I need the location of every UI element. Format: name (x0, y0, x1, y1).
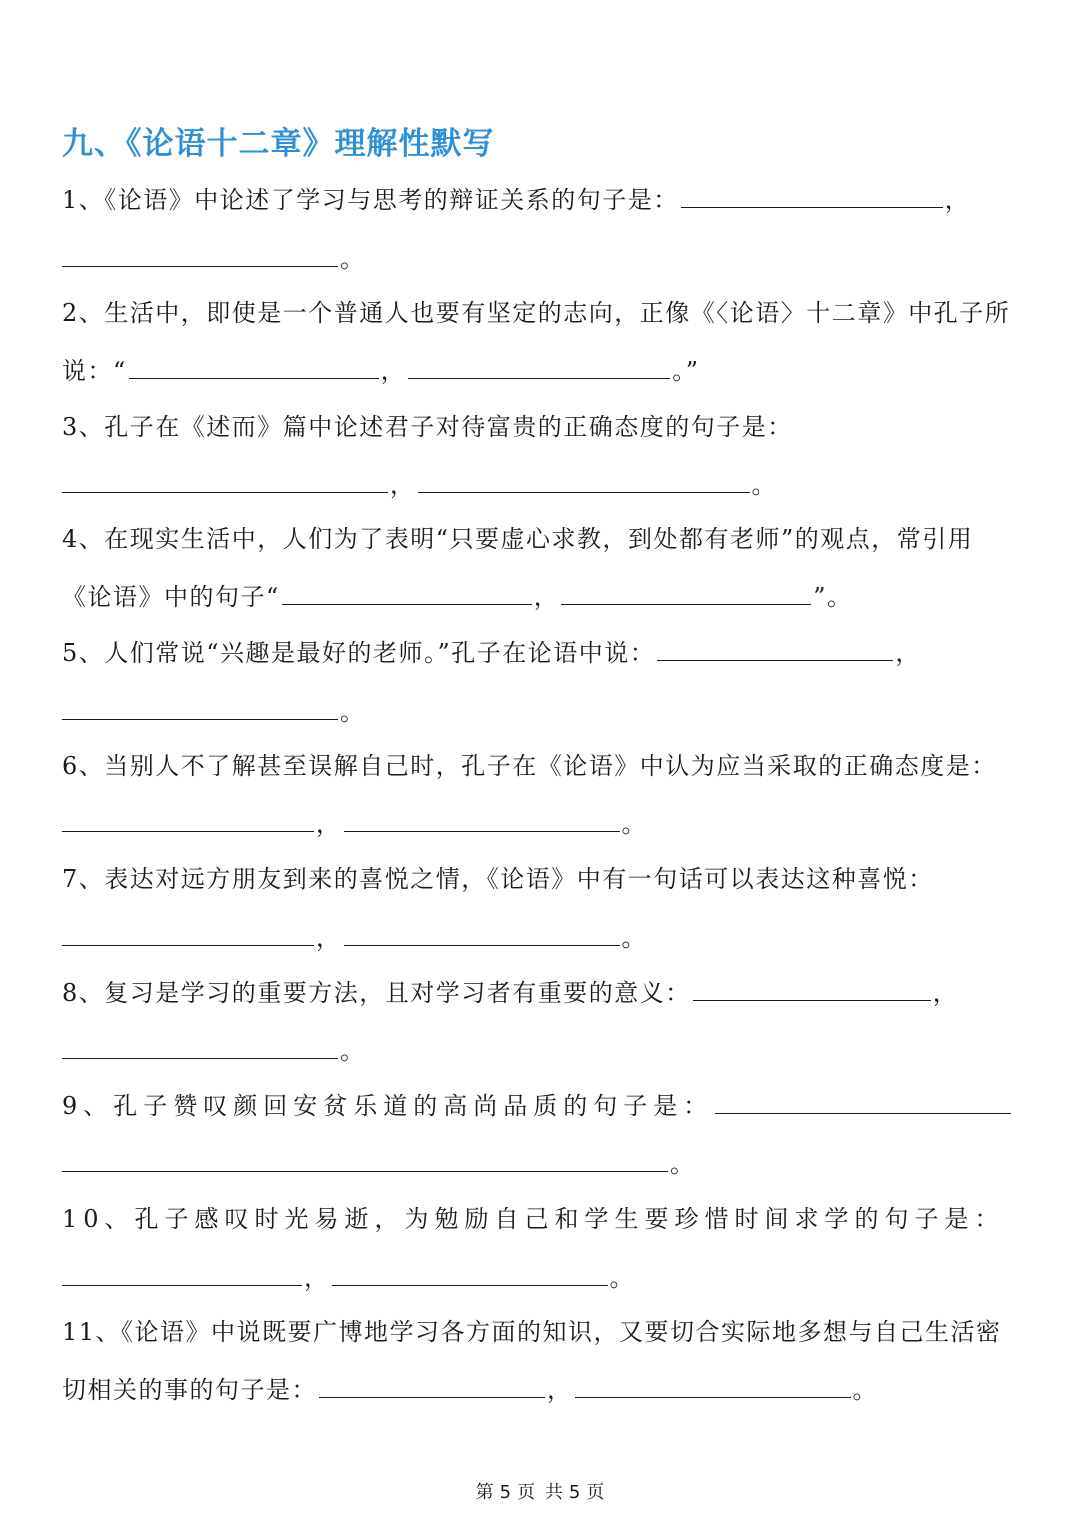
answer-blank[interactable] (681, 185, 943, 208)
question-11-line-1 (62, 1315, 1002, 1349)
question-3-line-1 (62, 410, 793, 444)
punctuation: ， (944, 186, 971, 214)
punctuation: ， (932, 979, 959, 1007)
question-7-line-1 (62, 862, 934, 896)
question-4-line-2 (62, 580, 853, 614)
punctuation: ， (380, 357, 407, 385)
question-11-text-cont: 切相关的事的句子是： (62, 1376, 317, 1404)
question-8-line-1 (62, 976, 958, 1010)
question-10-line-1 (62, 1202, 1005, 1236)
footer-suffix: 页 (586, 1482, 605, 1503)
question-6-text: 6、当别人不了解甚至误解自己时，孔子在《论语》中认为应当采取的正确态度是： (62, 752, 997, 780)
punctuation: 。 (852, 1376, 878, 1404)
punctuation: ， (547, 1376, 573, 1404)
question-5-text: 5、人们常说“兴趣是最好的老师。”孔子在论语中说： (62, 639, 656, 667)
question-6-line-1 (62, 749, 997, 783)
answer-blank[interactable] (332, 1263, 608, 1286)
question-1-line-1 (62, 183, 970, 217)
answer-blank[interactable] (62, 809, 314, 832)
punctuation: ， (533, 583, 560, 611)
question-2-text-cont: 说：“ (62, 357, 127, 385)
punctuation: 。 (340, 698, 366, 726)
question-2-line-1 (62, 296, 1010, 330)
answer-blank[interactable] (62, 1263, 302, 1286)
question-4-text: 4、在现实生活中，人们为了表明“只要虚心求教，到处都有老师”的观点，常引用 (62, 525, 974, 553)
answer-blank[interactable] (561, 582, 811, 605)
answer-blank[interactable] (129, 356, 379, 379)
punctuation: ”。 (813, 583, 853, 611)
question-7-line-2 (62, 921, 647, 955)
answer-blank[interactable] (657, 638, 893, 661)
punctuation: ， (390, 471, 416, 499)
question-9-text: 9、孔子赞叹颜回安贫乐道的高尚品质的句子是： (62, 1092, 714, 1120)
question-10-text: 10、孔子感叹时光易逝，为勉励自己和学生要珍惜时间求学的句子是： (62, 1205, 1005, 1233)
footer-mid: 页 共 (517, 1482, 563, 1503)
question-8-text: 8、复习是学习的重要方法，且对学习者有重要的意义： (62, 979, 691, 1007)
answer-blank[interactable] (344, 923, 620, 946)
question-10-line-2 (62, 1261, 635, 1295)
punctuation: 。 (751, 471, 777, 499)
punctuation: 。 (670, 1150, 696, 1178)
section-title: 九、《论语十二章》理解性默写 (62, 126, 495, 162)
punctuation: 。” (672, 357, 700, 385)
question-3-text: 3、孔子在《述而》篇中论述君子对待富贵的正确态度的句子是： (62, 413, 793, 441)
punctuation: 。 (621, 810, 647, 838)
question-5-line-2 (62, 695, 366, 729)
question-2-text: 2、生活中，即使是一个普通人也要有坚定的志向，正像《〈论语〉十二章》中孔子所 (62, 299, 1011, 327)
question-6-line-2 (62, 807, 647, 841)
punctuation: ， (316, 810, 342, 838)
answer-blank[interactable] (715, 1091, 1011, 1114)
answer-blank[interactable] (418, 470, 750, 493)
question-9-line-2 (62, 1147, 696, 1181)
question-2-line-2 (62, 354, 700, 388)
page-footer (0, 1478, 1080, 1504)
question-3-line-2 (62, 468, 777, 502)
punctuation: 。 (609, 1264, 635, 1292)
question-8-line-2 (62, 1034, 366, 1068)
answer-blank[interactable] (62, 470, 388, 493)
question-11-line-2 (62, 1373, 878, 1407)
page-number: 5 (499, 1482, 512, 1503)
question-1-line-2 (62, 242, 366, 276)
answer-blank[interactable] (62, 244, 338, 267)
answer-blank[interactable] (62, 1149, 668, 1172)
question-7-text: 7、表达对远方朋友到来的喜悦之情，《论语》中有一句话可以表达这种喜悦： (62, 865, 934, 893)
answer-blank[interactable] (62, 923, 314, 946)
question-5-line-1 (62, 636, 921, 670)
answer-blank[interactable] (575, 1375, 851, 1398)
question-1-text: 1、《论语》中论述了学习与思考的辩证关系的句子是： (62, 186, 679, 214)
answer-blank[interactable] (693, 978, 931, 1001)
answer-blank[interactable] (344, 809, 620, 832)
question-4-text-cont: 《论语》中的句子“ (62, 583, 280, 611)
question-4-line-1 (62, 522, 973, 556)
answer-blank[interactable] (319, 1375, 545, 1398)
question-11-text: 11、《论语》中说既要广博地学习各方面的知识，又要切合实际地多想与自己生活密 (62, 1318, 1002, 1346)
punctuation: 。 (340, 1037, 366, 1065)
answer-blank[interactable] (62, 1036, 338, 1059)
punctuation: 。 (340, 245, 366, 273)
question-9-line-1 (62, 1089, 1013, 1123)
answer-blank[interactable] (282, 582, 532, 605)
punctuation: ， (316, 924, 342, 952)
answer-blank[interactable] (62, 697, 338, 720)
answer-blank[interactable] (408, 356, 670, 379)
punctuation: ， (895, 639, 921, 667)
punctuation: 。 (621, 924, 647, 952)
page-total: 5 (568, 1482, 581, 1503)
footer-prefix: 第 (475, 1482, 494, 1503)
punctuation: ， (304, 1264, 330, 1292)
